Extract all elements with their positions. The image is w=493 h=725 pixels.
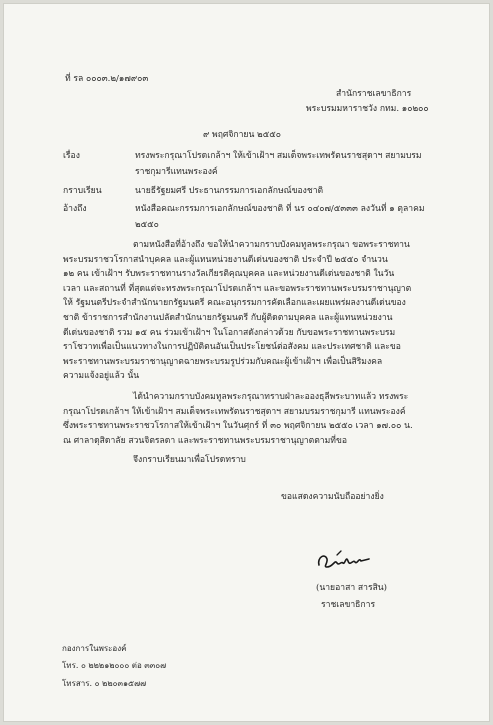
addressee-label: กราบเรียน <box>63 186 102 196</box>
signer-name: (นายอาสา สารสิน) <box>316 583 388 593</box>
body-line: ตามหนังสือที่อ้างถึง ขอให้นำความกราบบังคมทูลพระกรุณา ขอพระราชทาน <box>133 240 410 250</box>
body-line: ๑๒ คน เข้าเฝ้าฯ รับพระราชทานรางวัลเกียรติคุณบุคคล และหน่วยงานดีเด่นของชาติ ในวัน <box>63 269 395 280</box>
body-line: ให้ รัฐมนตรีประจำสำนักนายกรัฐมนตรี คณะอนุกรรมการคัดเลือกและเผยแพร่ผลงานดีเด่นของ <box>63 298 406 309</box>
body-line: พระบรมราชวโรกาสนำบุคคล และผู้แทนหน่วยงานดีเด่นของชาติ ประจำปี ๒๕๕๐ จำนวน <box>63 254 388 265</box>
body-line: ณ ศาลาดุสิดาลัย สวนจิตรลดา และพระราชทานพระบรมราชานุญาตตามที่ขอ <box>63 435 347 446</box>
document-number: ที่ รล ๐๐๐๓.๒/๑๗๙๐๓ <box>65 74 149 84</box>
body-line: ชาติ ข้าราชการสำนักงานปลัดสำนักนายกรัฐมนตรี กับผู้ติดตามบุคคล และผู้แทนหน่วยงาน <box>63 312 393 323</box>
body-line: เวลา และสถานที่ ที่สุดแต่จะทรงพระกรุณาโปรดเกล้าฯ และขอพระราชทานพระบรมราชานุญาต <box>63 283 412 294</box>
body-line: ความแจ้งอยู่แล้ว นั้น <box>63 371 140 382</box>
body-line: กรุณาโปรดเกล้าฯ ให้เข้าเฝ้าฯ สมเด็จพระเทพรัตนราชสุดาฯ สยามบรมราชกุมารี แทนพระองค์ <box>63 406 406 417</box>
body-line: ได้นำความกราบบังคมทูลพระกรุณาทราบฝ่าละอองธุลีพระบาทแล้ว ทรงพระ <box>133 392 409 402</box>
signer-title: ราชเลขาธิการ <box>321 600 376 610</box>
body-line: ดีเด่นของชาติ รวม ๑๕ คน ร่วมเข้าเฝ้าฯ ในโอกาสดังกล่าวด้วย กับขอพระราชทานพระบรม <box>63 327 396 338</box>
body-line: ซึ่งพระราชทานพระราชวโรกาสให้เข้าเฝ้าฯ ในวันศุกร์ ที่ ๓๐ พฤศจิกายน ๒๕๕๐ เวลา ๑๗.๐๐ น. <box>63 421 413 432</box>
subject-label: เรื่อง <box>63 151 80 161</box>
footer-department: กองการในพระองค์ <box>62 644 127 653</box>
reference-line-2: ๒๕๕๐ <box>135 220 159 230</box>
footer-phone: โทร. ๐ ๒๒๒๑๒๐๐๐ ต่อ ๓๓๐๗ <box>62 661 167 670</box>
body-line: พระราชทานพระบรมราชานุญาตฉายพระบรมรูปร่วมกับคณะผู้เข้าเฝ้าฯ เพื่อเป็นสิริมงคล <box>63 356 383 367</box>
subject-line-1: ทรงพระกรุณาโปรดเกล้าฯ ให้เข้าเฝ้าฯ สมเด็จพระเทพรัตนราชสุดาฯ สยามบรม <box>135 151 422 161</box>
respect-line: ขอแสดงความนับถืออย่างยิ่ง <box>281 492 384 502</box>
letter-sheet <box>3 3 490 722</box>
letter-date: ๙ พฤศจิกายน ๒๕๕๐ <box>203 130 281 140</box>
body-paragraph-2 <box>63 390 438 448</box>
footer-fax: โทรสาร. ๐ ๒๒๐๓๑๕๗๗ <box>62 679 147 688</box>
office-name: สำนักราชเลขาธิการ <box>336 89 412 99</box>
closing-line: จึงกราบเรียนมาเพื่อโปรดทราบ <box>133 455 246 465</box>
office-address: พระบรมมหาราชวัง กทม. ๑๐๒๐๐ <box>306 104 429 114</box>
reference-label: อ้างถึง <box>63 204 87 214</box>
subject-line-2: ราชกุมารีแทนพระองค์ <box>135 167 218 177</box>
body-paragraph-1 <box>63 238 438 384</box>
addressee: นายธีรัฐยมศรี ประธานกรรมการเอกลักษณ์ของชาติ <box>135 186 324 196</box>
body-line: ราโชวาทเพื่อเป็นแนวทางในการปฏิบัติตนอันเป็นประโยชน์ต่อสังคม และประเทศชาติ และขอ <box>63 342 401 353</box>
signature <box>315 545 373 573</box>
reference-line-1: หนังสือคณะกรรมการเอกลักษณ์ของชาติ ที่ นร ๐๔๐๗/๕๓๓๓ ลงวันที่ ๑ ตุลาคม <box>135 204 425 214</box>
